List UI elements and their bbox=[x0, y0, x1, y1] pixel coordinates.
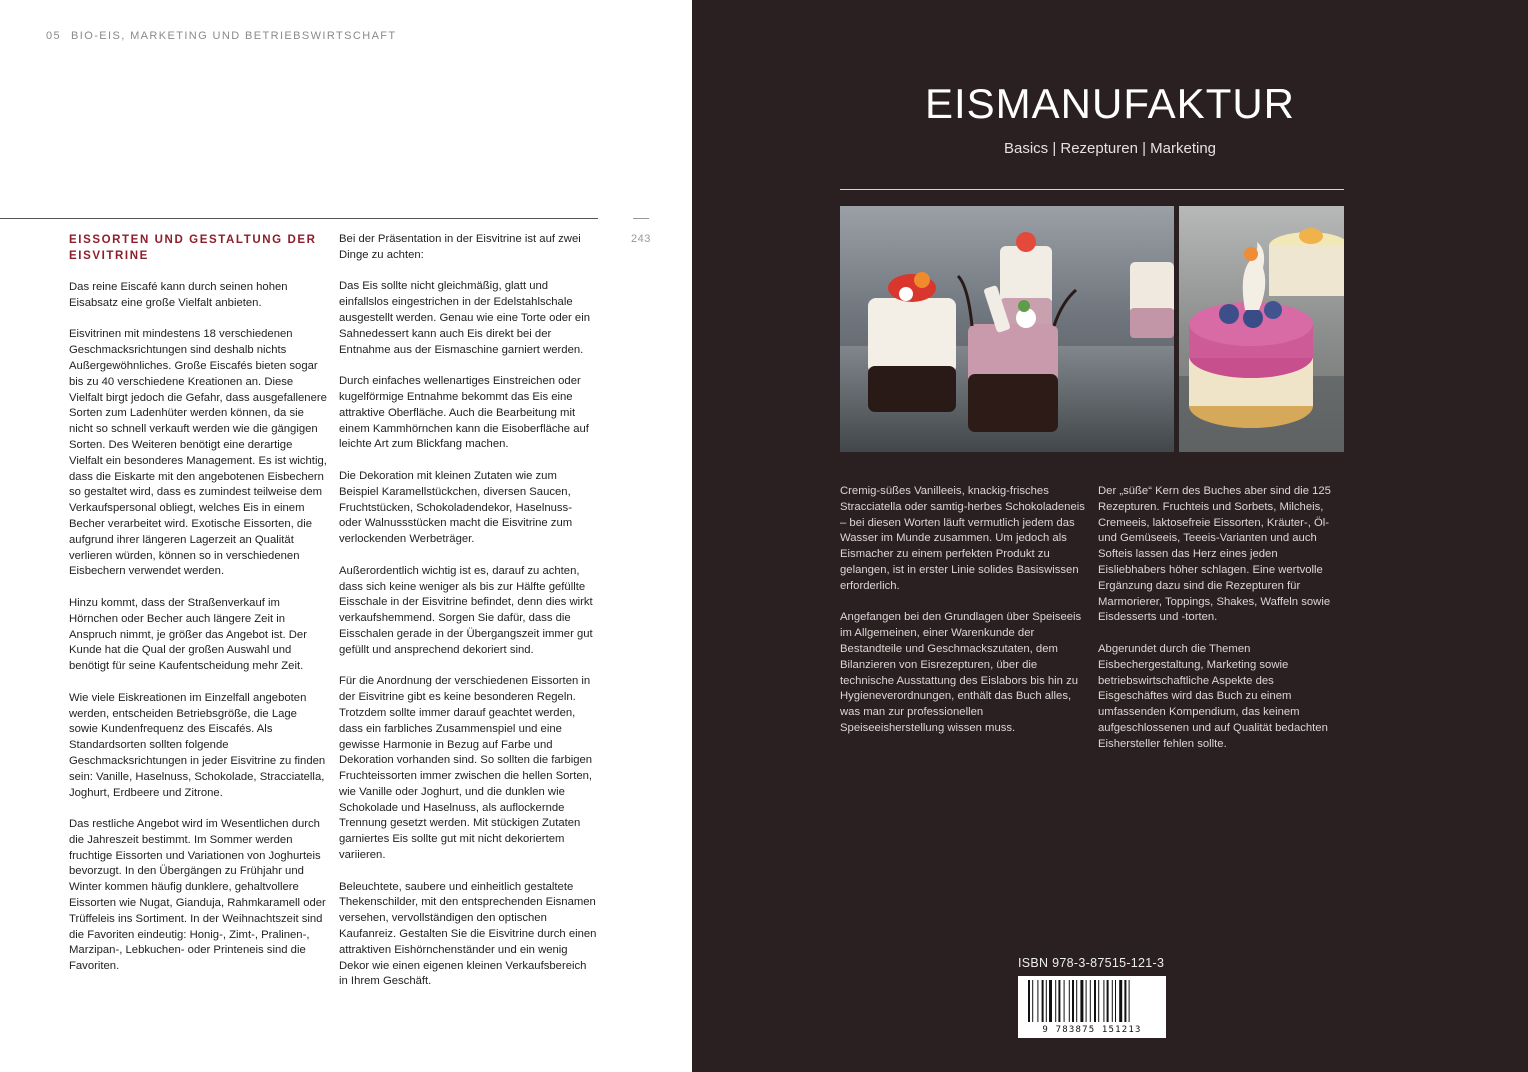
text-column-1 bbox=[69, 232, 327, 991]
paragraph: Das Eis sollte nicht gleichmäßig, glatt und einfallslos eingestrichen in der Edelstahlschale ausgestellt werden. Genau wie eine Torte oder ein Sahnedessert kann auch Eis direkt bei der Entnahme aus der Eismaschine garniert werden. bbox=[339, 280, 590, 356]
isbn-label: ISBN 978-3-87515-121-3 bbox=[1018, 956, 1165, 970]
barcode-digits: 9 783875 151213 bbox=[1042, 1025, 1142, 1035]
paragraph: Eisvitrinen mit mindestens 18 verschiedenen Geschmacksrichtungen sind deshalb nichts Außergewöhnliches. Große Eiscafés bieten sogar bis zu 40 verschiedene Kreationen an. Diese Vielfalt birgt jedoch die Gefahr, dass ausgefallenere Sorten zum Ladenhüter werden können, da sie nicht so schnell verkauft werden wie die gängigen Sorten. Des Weiteren benötigt eine derartige Vielfalt ein besonderes Management. Es ist wichtig, dass die Eiskarte mit den angebotenen Eisbechern so gestaltet wird, dass es zumindest teilweise dem Verkaufspersonal obliegt, welches Eis in einem Becher verarbeitet wird. Exotische Eissorten, die aufgrund ihrer längeren Lagerzeit an Qualität verlieren würden, können so in verschiedenen Eisbechern verwendet werden. bbox=[69, 328, 327, 578]
page-number-rule bbox=[633, 218, 649, 219]
paragraph: Das restliche Angebot wird im Wesentlichen durch die Jahreszeit bestimmt. Im Sommer werden fruchtige Eissorten und Variationen von Joghurteis bevorzugt. In den Übergängen zu Frühjahr und Winter kommen häufig dunklere, gehaltvollere Eissorten wie Nugat, Gianduja, Rahmkaramell oder Trüffeleis ins Sortiment. In der Weihnachtszeit sind die Favoriten eindeutig: Honig-, Zimt-, Pralinen-, Marzipan-, Lebkuchen- oder Printeneis sind die Favoriten. bbox=[69, 818, 326, 973]
back-cover bbox=[692, 0, 1528, 1072]
text-column-2 bbox=[339, 232, 597, 1006]
chapter-title: BIO-EIS, MARKETING UND BETRIEBSWIRTSCHAFT bbox=[71, 30, 397, 42]
cover-rule bbox=[840, 189, 1344, 190]
dessert-photo-right bbox=[1179, 206, 1344, 452]
paragraph: Wie viele Eiskreationen im Einzelfall angeboten werden, entscheiden Betriebsgröße, die Lage sowie Kundenfrequenz des Eiscafés. Als Standardsorten sollten folgende Geschmacksrichtungen in jeder Eisvitrine zu finden sein: Vanille, Haselnuss, Schokolade, Stracciatella, Joghurt, Erdbeere und Zitrone. bbox=[69, 691, 326, 799]
paragraph: Das reine Eiscafé kann durch seinen hohen Eisabsatz eine große Vielfalt anbieten. bbox=[69, 281, 288, 309]
header-rule bbox=[0, 218, 598, 219]
dessert-illustration bbox=[840, 206, 1174, 452]
paragraph: Hinzu kommt, dass der Straßenverkauf im Hörnchen oder Becher auch längere Zeit in Anspruch nimmt, je größer das Angebot ist. Der Kunde hat die Qual der großen Auswahl und benötigt für seine Kaufentscheidung mehr Zeit. bbox=[69, 596, 307, 673]
dessert-photo-left bbox=[840, 206, 1174, 452]
paragraph: Angefangen bei den Grundlagen über Speiseeis im Allgemeinen, einer Warenkunde der Bestandteile und Geschmackszutaten, dem Bilanzieren von Eisrezepturen, über die technische Ausstattung des Eislabors bis hin zu Hygieneverordnungen, enthält das Buch alles, was man zur professionellen Speiseeisherstellung wissen muss. bbox=[840, 611, 1082, 734]
paragraph: Der „süße“ Kern des Buches aber sind die 125 Rezepturen. Fruchteis und Sorbets, Milcheis, Cremeeis, laktosefreie Eissorten, Kräuter-, Öl- und Gemüseeis, Teeeis-Varianten und auch Softeis lassen das Herz eines jeden Eisliebhabers höher schlagen. Eine wertvolle Ergänzung dazu sind die Rezepturen für Marmorierer, Toppings, Shakes, Waffeln sowie Eisdesserts und -torten. bbox=[1098, 485, 1331, 624]
running-head bbox=[46, 30, 397, 42]
book-subtitle: Basics | Rezepturen | Marketing bbox=[1003, 140, 1217, 157]
paragraph: Durch einfaches wellenartiges Einstreichen oder kugelförmige Entnahme bekommt das Eis eine attraktive Oberfläche. Auch die Bearbeitung mit einem Kammhörnchen kann die Eisoberfläche auf leichte Art zum Blickfang machen. bbox=[339, 375, 589, 451]
paragraph: Für die Anordnung der verschiedenen Eissorten in der Eisvitrine gibt es keine besonderen Regeln. Trotzdem sollte immer darauf geachtet werden, dass ein farbliches Zusammenspiel und eine gewisse Harmonie in Bezug auf Farbe und Dekoration vorhanden sind. So sollten die farbigen Fruchteissorten immer zwischen die hellen Sorten, wie Vanille oder Joghurt, und die dunklen wie Schokolade und Haselnuss, als auflockernde Trennung gesetzt werden. Mit stückigen Zutaten garniertes Eis sollte gut mit nicht dekoriertem variieren. bbox=[339, 675, 593, 862]
section-heading: EISSORTEN UND GESTALTUNG DER EISVITRINE bbox=[69, 234, 317, 262]
paragraph: Beleuchtete, saubere und einheitlich gestaltete Thekenschilder, mit den entsprechenden Eisnamen versehen, vervollständigen den optischen Kaufanreiz. Gestalten Sie die Eisvitrine durch einen attraktiven Eishörnchenständer und ein wenig Dekor wie einen eigenen kleinen Verkaufsbereich in Ihrem Geschäft. bbox=[339, 880, 597, 988]
paragraph: Außerordentlich wichtig ist es, darauf zu achten, dass sich keine weniger als bis zur Hälfte gefüllte Eisschale in der Eisvitrine befindet, denn dies wirkt verkaufshemmend. Sorgen Sie dafür, dass die Eisschalen gerade in der Übergangszeit immer gut gefüllt und ansprechend dekoriert sind. bbox=[339, 564, 593, 656]
chapter-number: 05 bbox=[46, 30, 62, 42]
page-number: 243 bbox=[631, 233, 651, 245]
paragraph: Cremig-süßes Vanilleeis, knackig-frisches Stracciatella oder samtig-herbes Schokoladeneis – bei diesen Worten läuft vermutlich jedem das Wasser im Munde zusammen. Um jedoch als Eismacher zu einem perfekten Produkt zu gelangen, ist in erster Linie solides Basiswissen erforderlich. bbox=[840, 485, 1085, 592]
paragraph: Die Dekoration mit kleinen Zutaten wie zum Beispiel Karamellstückchen, diversen Saucen, Fruchtstücken, Schokoladendekor, Haselnuss- oder Walnussstücken macht die Eisvitrine zum verlockenden Werbeträger. bbox=[339, 469, 573, 546]
blurb-column-1 bbox=[840, 484, 1086, 753]
tart-illustration bbox=[1179, 206, 1344, 452]
paragraph: Abgerundet durch die Themen Eisbechergestaltung, Marketing sowie betriebswirtschaftliche Aspekte des Eisgeschäftes wird das Buch zu einem umfassenden Kompendium, das keinem aufgeschlossenen und auf Qualität bedachten Eishersteller fehlen sollte. bbox=[1098, 642, 1328, 750]
blurb-column-2 bbox=[1098, 484, 1344, 768]
barcode bbox=[1018, 976, 1166, 1038]
book-title: EISMANUFAKTUR bbox=[924, 80, 1296, 127]
left-page bbox=[0, 0, 692, 1072]
paragraph: Bei der Präsentation in der Eisvitrine ist auf zwei Dinge zu achten: bbox=[339, 233, 581, 261]
